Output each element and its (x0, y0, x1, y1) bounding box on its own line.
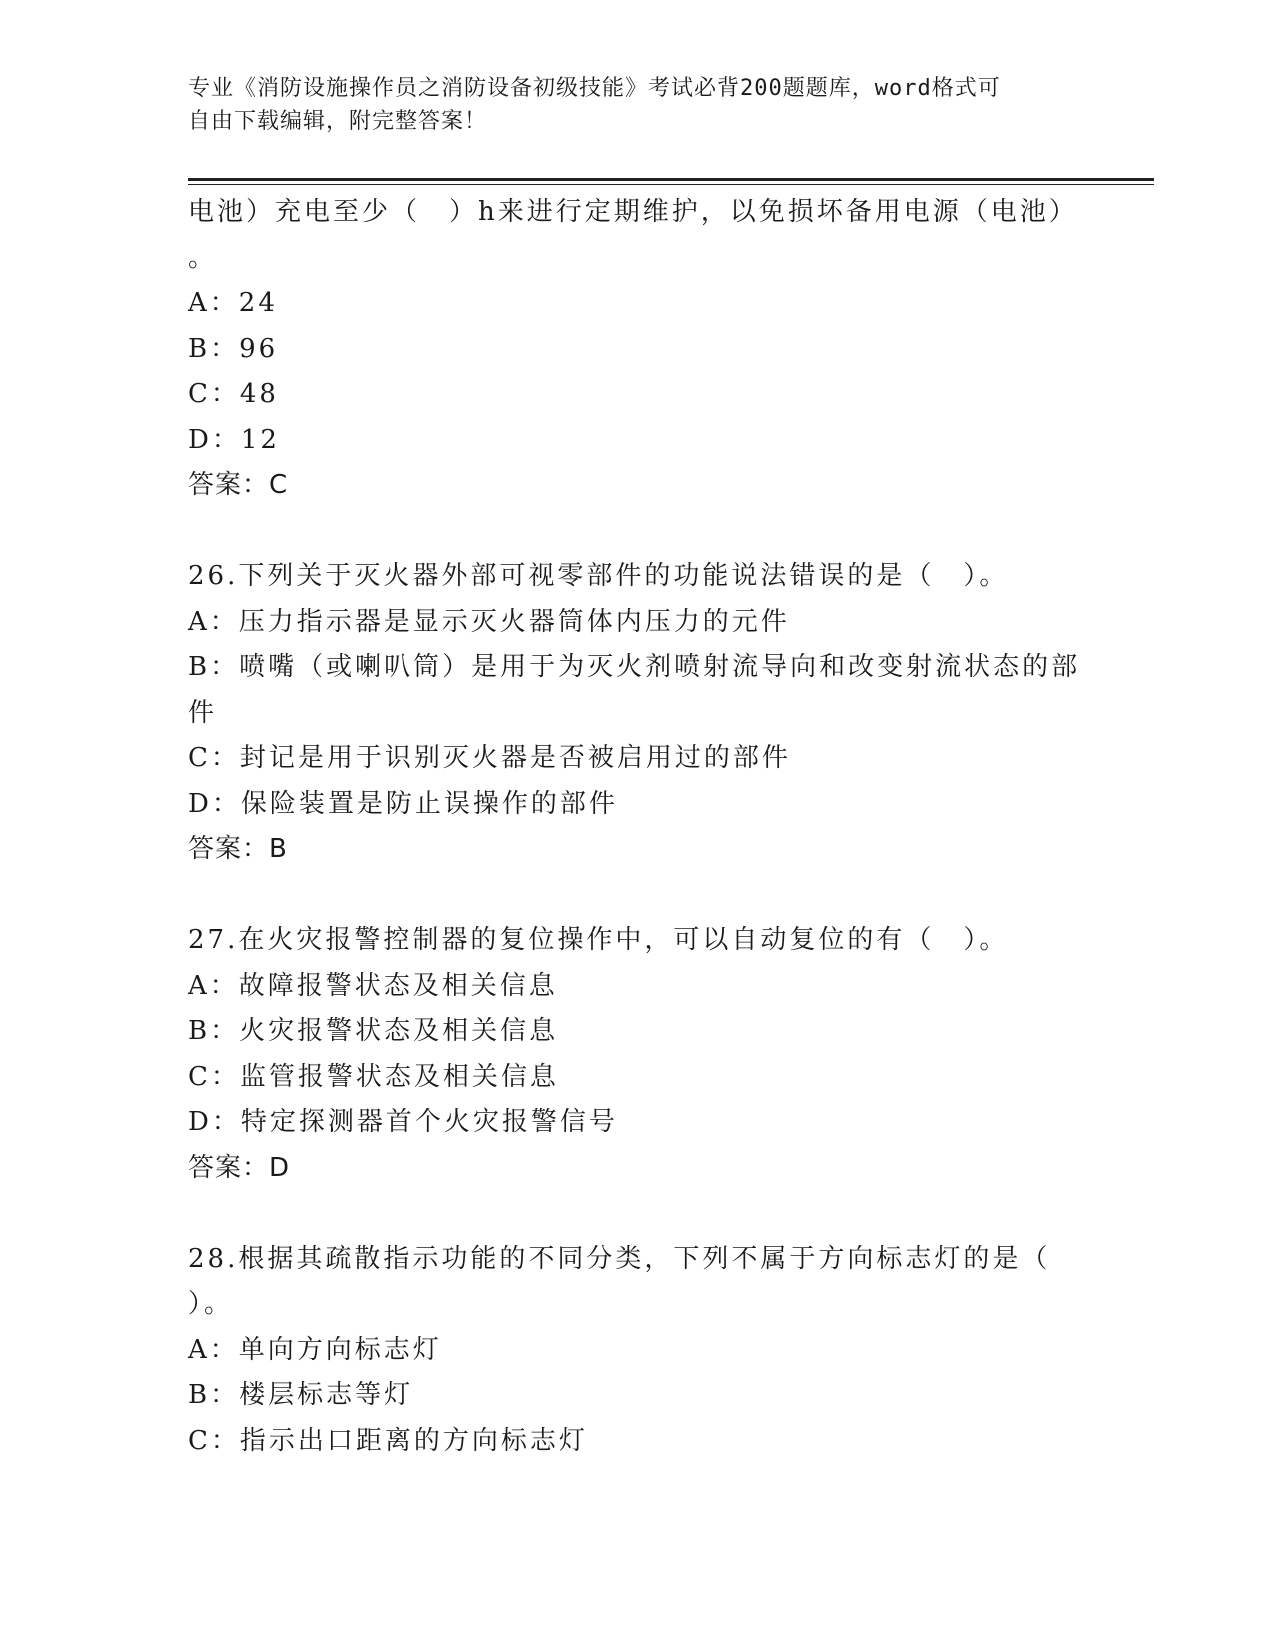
document-header (188, 72, 1068, 138)
question-stem: 28.根据其疏散指示功能的不同分类，下列不属于方向标志灯的是（ (188, 1243, 1051, 1274)
answer-line: 答案：D (188, 1152, 291, 1183)
option-c: C：监管报警状态及相关信息 (188, 1061, 559, 1092)
question-26 (188, 554, 1088, 873)
option-c: C：48 (188, 379, 279, 409)
header-rule-thin (188, 184, 1154, 185)
option-b: B：火灾报警状态及相关信息 (188, 1016, 559, 1046)
question-stem: 27.在火灾报警控制器的复位操作中，可以自动复位的有（ ）。 (188, 925, 1009, 955)
question-stem-cont: ）。 (188, 1289, 234, 1319)
option-b: B：楼层标志等灯 (188, 1380, 414, 1410)
spacer (188, 873, 1088, 919)
option-a: A：故障报警状态及相关信息 (188, 970, 558, 1001)
spacer (188, 1191, 1088, 1237)
question-list (188, 190, 1088, 1464)
question-28 (188, 1237, 1088, 1465)
option-c: C：指示出口距离的方向标志灯 (188, 1425, 588, 1456)
option-a: A：单向方向标志灯 (188, 1334, 442, 1365)
option-c: C：封记是用于识别灭火器是否被启用过的部件 (188, 743, 791, 773)
header-rule-thick (188, 178, 1154, 181)
question-prev (188, 190, 1088, 509)
option-a: A：压力指示器是显示灭火器筒体内压力的元件 (188, 606, 790, 637)
question-stem: 电池）充电至少（ ）h来进行定期维护，以免损坏备用电源（电池） (188, 197, 1078, 227)
question-27 (188, 918, 1088, 1191)
option-d: D：12 (188, 424, 280, 455)
header-line-2: 自由下载编辑，附完整答案！ (188, 109, 488, 134)
option-d: D：特定探测器首个火灾报警信号 (188, 1107, 618, 1137)
option-a: A：24 (188, 288, 278, 318)
option-d: D：保险装置是防止误操作的部件 (188, 788, 618, 819)
option-b-cont: 件 (188, 697, 218, 728)
option-b: B：喷嘴（或喇叭筒）是用于为灭火剂喷射流导向和改变射流状态的部 (188, 652, 1081, 682)
header-line-1: 专业《消防设施操作员之消防设备初级技能》考试必背200题题库，word格式可 (188, 76, 1001, 101)
question-stem: 26.下列关于灭火器外部可视零部件的功能说法错误的是（ ）。 (188, 561, 1009, 591)
spacer (188, 509, 1088, 555)
answer-line: 答案：B (188, 834, 288, 864)
option-b: B：96 (188, 333, 279, 364)
question-stem-cont: 。 (188, 242, 218, 273)
answer-line: 答案：C (188, 470, 289, 500)
